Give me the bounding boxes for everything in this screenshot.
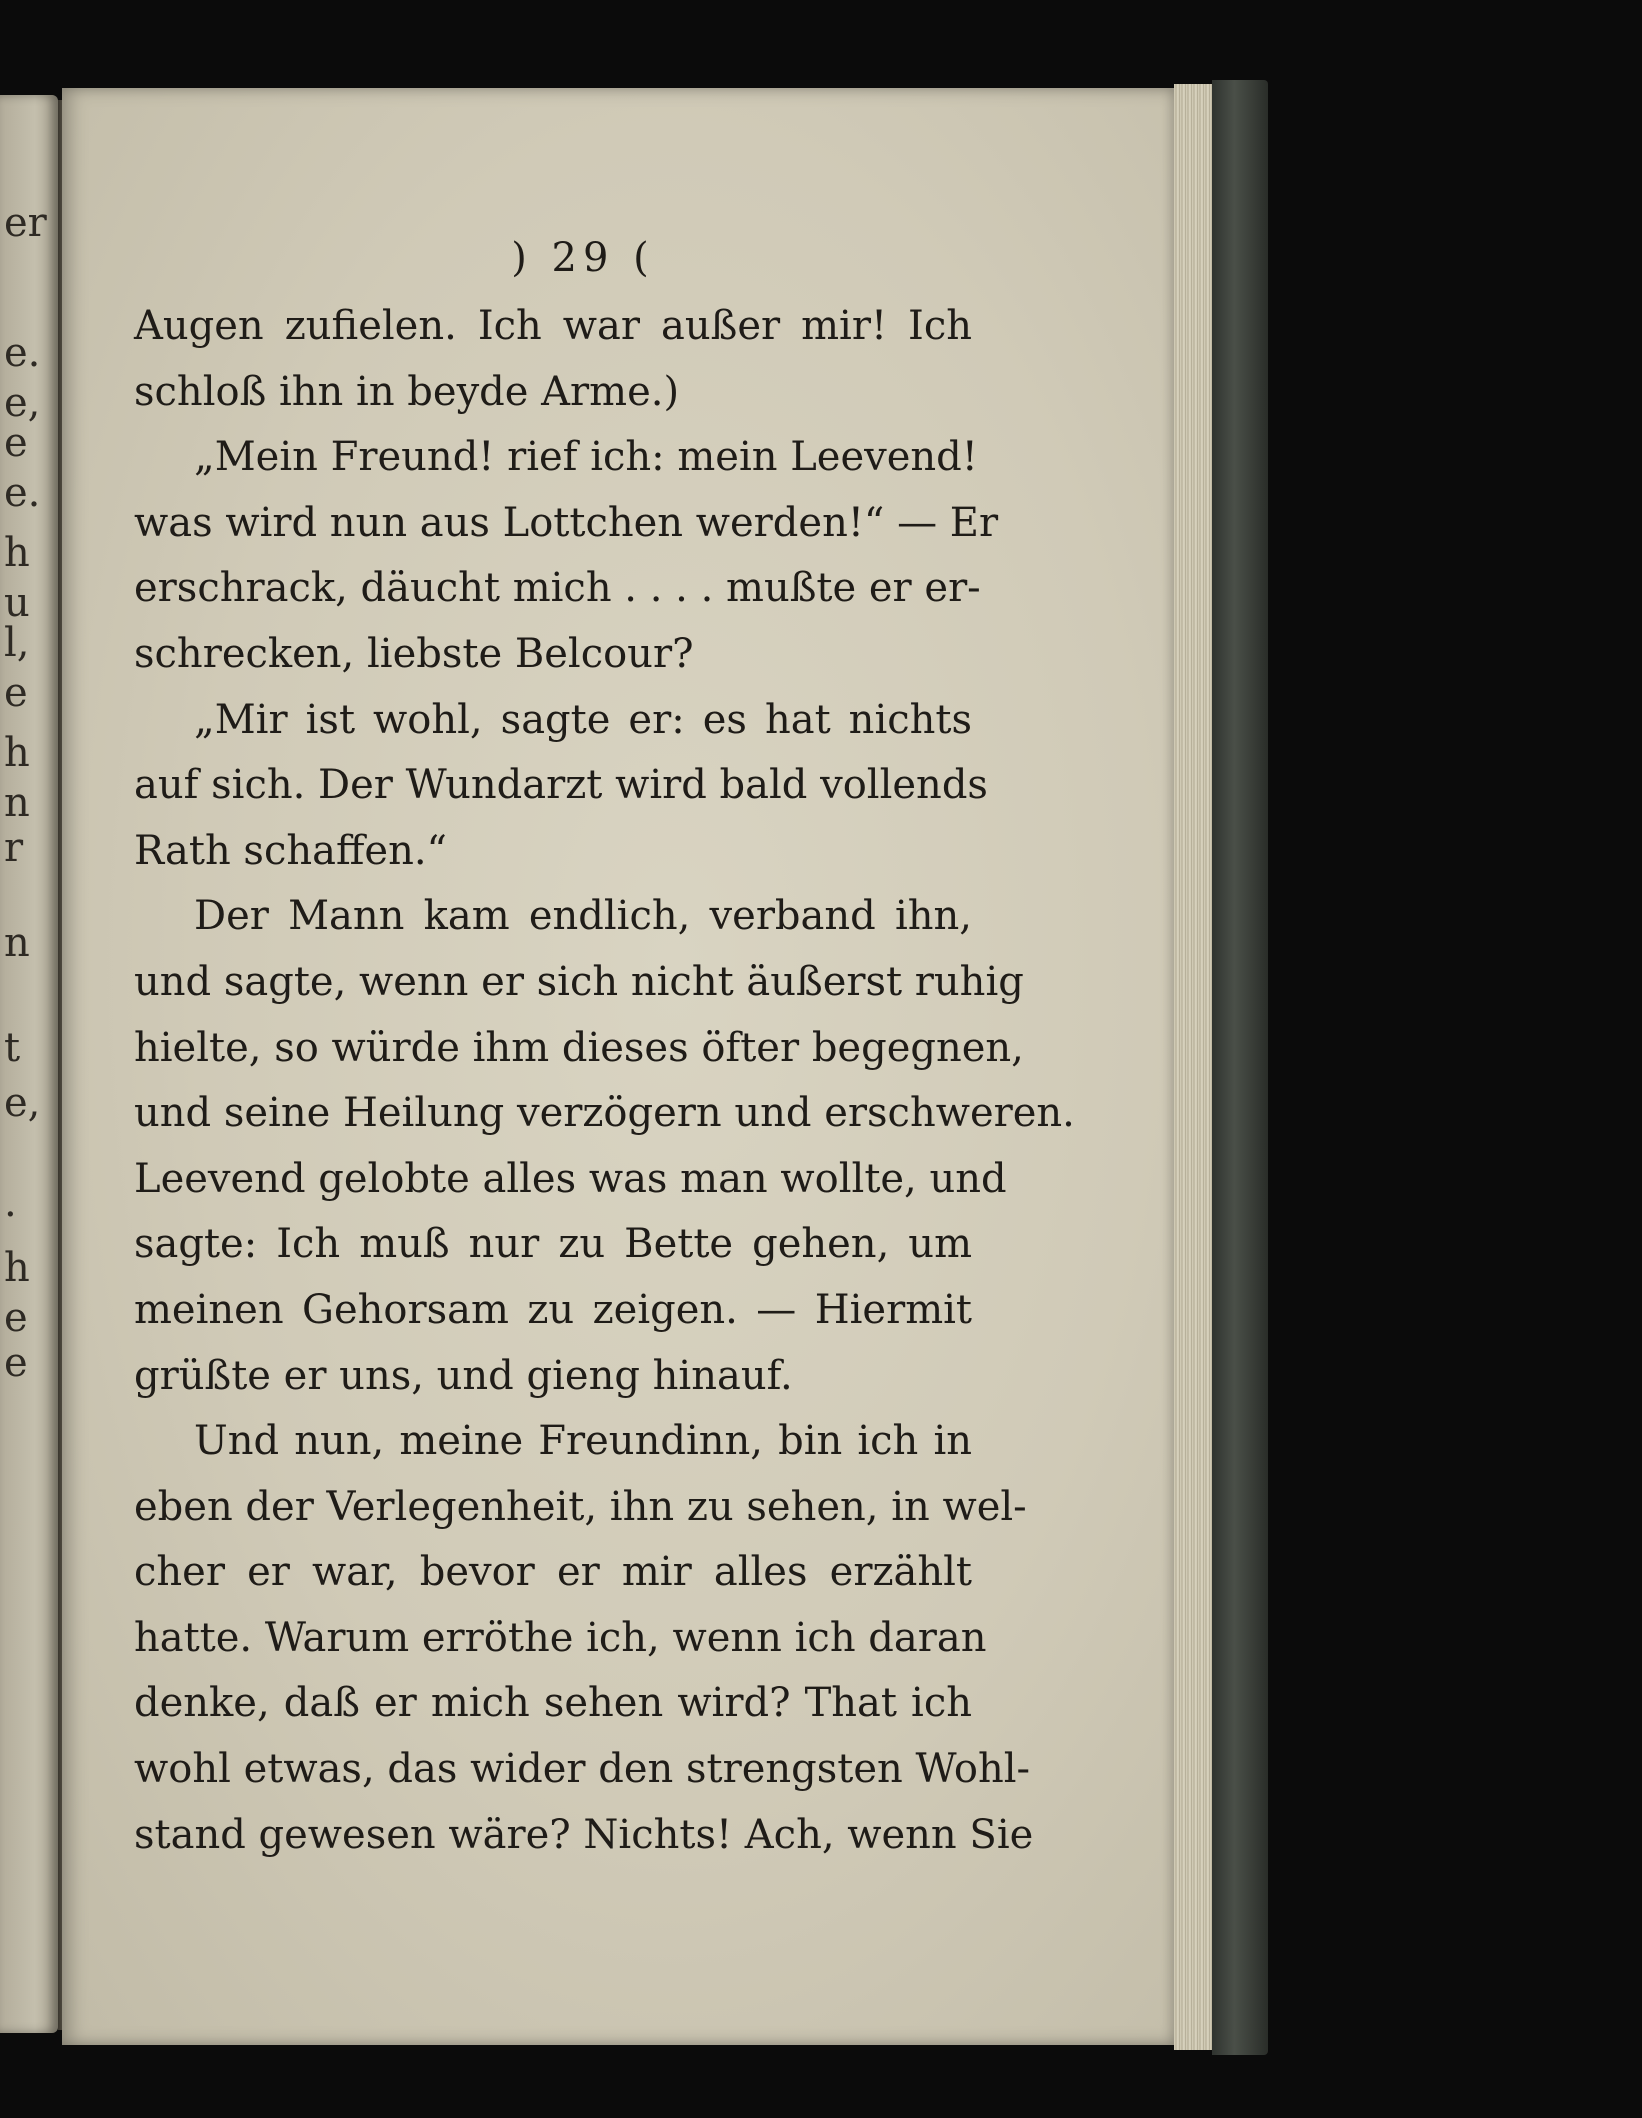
left-page-fragment: h	[4, 1245, 30, 1291]
left-page-fragment: h	[4, 730, 30, 776]
text-line: hatte. Warum erröthe ich, wenn ich daran	[134, 1614, 987, 1661]
text-line: sagte: Ich muß nur zu Bette gehen, um	[134, 1221, 972, 1268]
text-lines	[134, 294, 1075, 1868]
text-line: stand gewesen wäre? Nichts! Ach, wenn Sie	[134, 1811, 1034, 1858]
text-line: Und nun, meine Freundinn, bin ich in	[194, 1418, 972, 1465]
left-page-fragment: e	[4, 420, 28, 466]
left-page-fragment: er	[4, 200, 47, 246]
left-page-fragment: t	[4, 1025, 21, 1071]
text-line: grüßte er uns, und gieng hinauf.	[134, 1352, 793, 1399]
page-number-header: ) 29 (	[511, 235, 655, 281]
left-page-fragment: r	[4, 825, 24, 871]
text-line: „Mein Freund! rief ich: mein Leevend!	[194, 434, 978, 481]
left-page-fragment: e	[4, 670, 28, 716]
text-line: cher er war, bevor er mir alles erzählt	[134, 1549, 972, 1596]
left-page-fragment: n	[4, 920, 30, 966]
text-line: „Mir ist wohl, sagte er: es hat nichts	[194, 696, 972, 743]
text-line: schloß ihn in beyde Arme.)	[134, 368, 680, 415]
left-page-fragment: .	[4, 1180, 17, 1226]
left-page-fragment: h	[4, 530, 30, 576]
text-line: hielte, so würde ihm dieses öfter begegnen,	[134, 1024, 1024, 1071]
left-page-fragment: l,	[4, 620, 30, 666]
text-line: denke, daß er mich sehen wird? That ich	[134, 1680, 972, 1727]
text-line: erschrack, däucht mich . . . . mußte er er-	[134, 565, 981, 612]
text-line: auf sich. Der Wundarzt wird bald vollends	[134, 762, 988, 809]
text-line: Rath schaffen.“	[134, 827, 447, 874]
page-text	[134, 222, 1075, 1868]
left-page-fragment: e.	[4, 330, 41, 376]
text-line: und seine Heilung verzögern und erschweren.	[134, 1090, 1075, 1137]
left-page-fragment: u	[4, 580, 30, 626]
text-line: wohl etwas, das wider den strengsten Wohl-	[134, 1746, 1031, 1793]
left-page-edge	[0, 95, 58, 2033]
left-page-fragment: e.	[4, 470, 41, 516]
left-page-fragment: e	[4, 1295, 28, 1341]
text-line: meinen Gehorsam zu zeigen. — Hiermit	[134, 1286, 972, 1333]
text-line: Der Mann kam endlich, verband ihn,	[194, 893, 972, 940]
left-page-fragment: e,	[4, 380, 41, 426]
text-line: was wird nun aus Lottchen werden!“ — Er	[134, 499, 999, 546]
left-page-fragment: n	[4, 780, 30, 826]
text-line: Augen zufielen. Ich war außer mir! Ich	[134, 303, 972, 349]
text-line: und sagte, wenn er sich nicht äußerst ruhig	[134, 958, 1024, 1005]
page-edges	[1174, 84, 1212, 2050]
text-line: schrecken, liebste Belcour?	[134, 630, 694, 677]
left-page-fragment: e,	[4, 1080, 41, 1126]
text-line: Leevend gelobte alles was man wollte, und	[134, 1155, 1007, 1202]
book-cover	[1212, 80, 1268, 2055]
left-page-fragment: e	[4, 1340, 28, 1386]
text-line: eben der Verlegenheit, ihn zu sehen, in wel-	[134, 1483, 1027, 1530]
